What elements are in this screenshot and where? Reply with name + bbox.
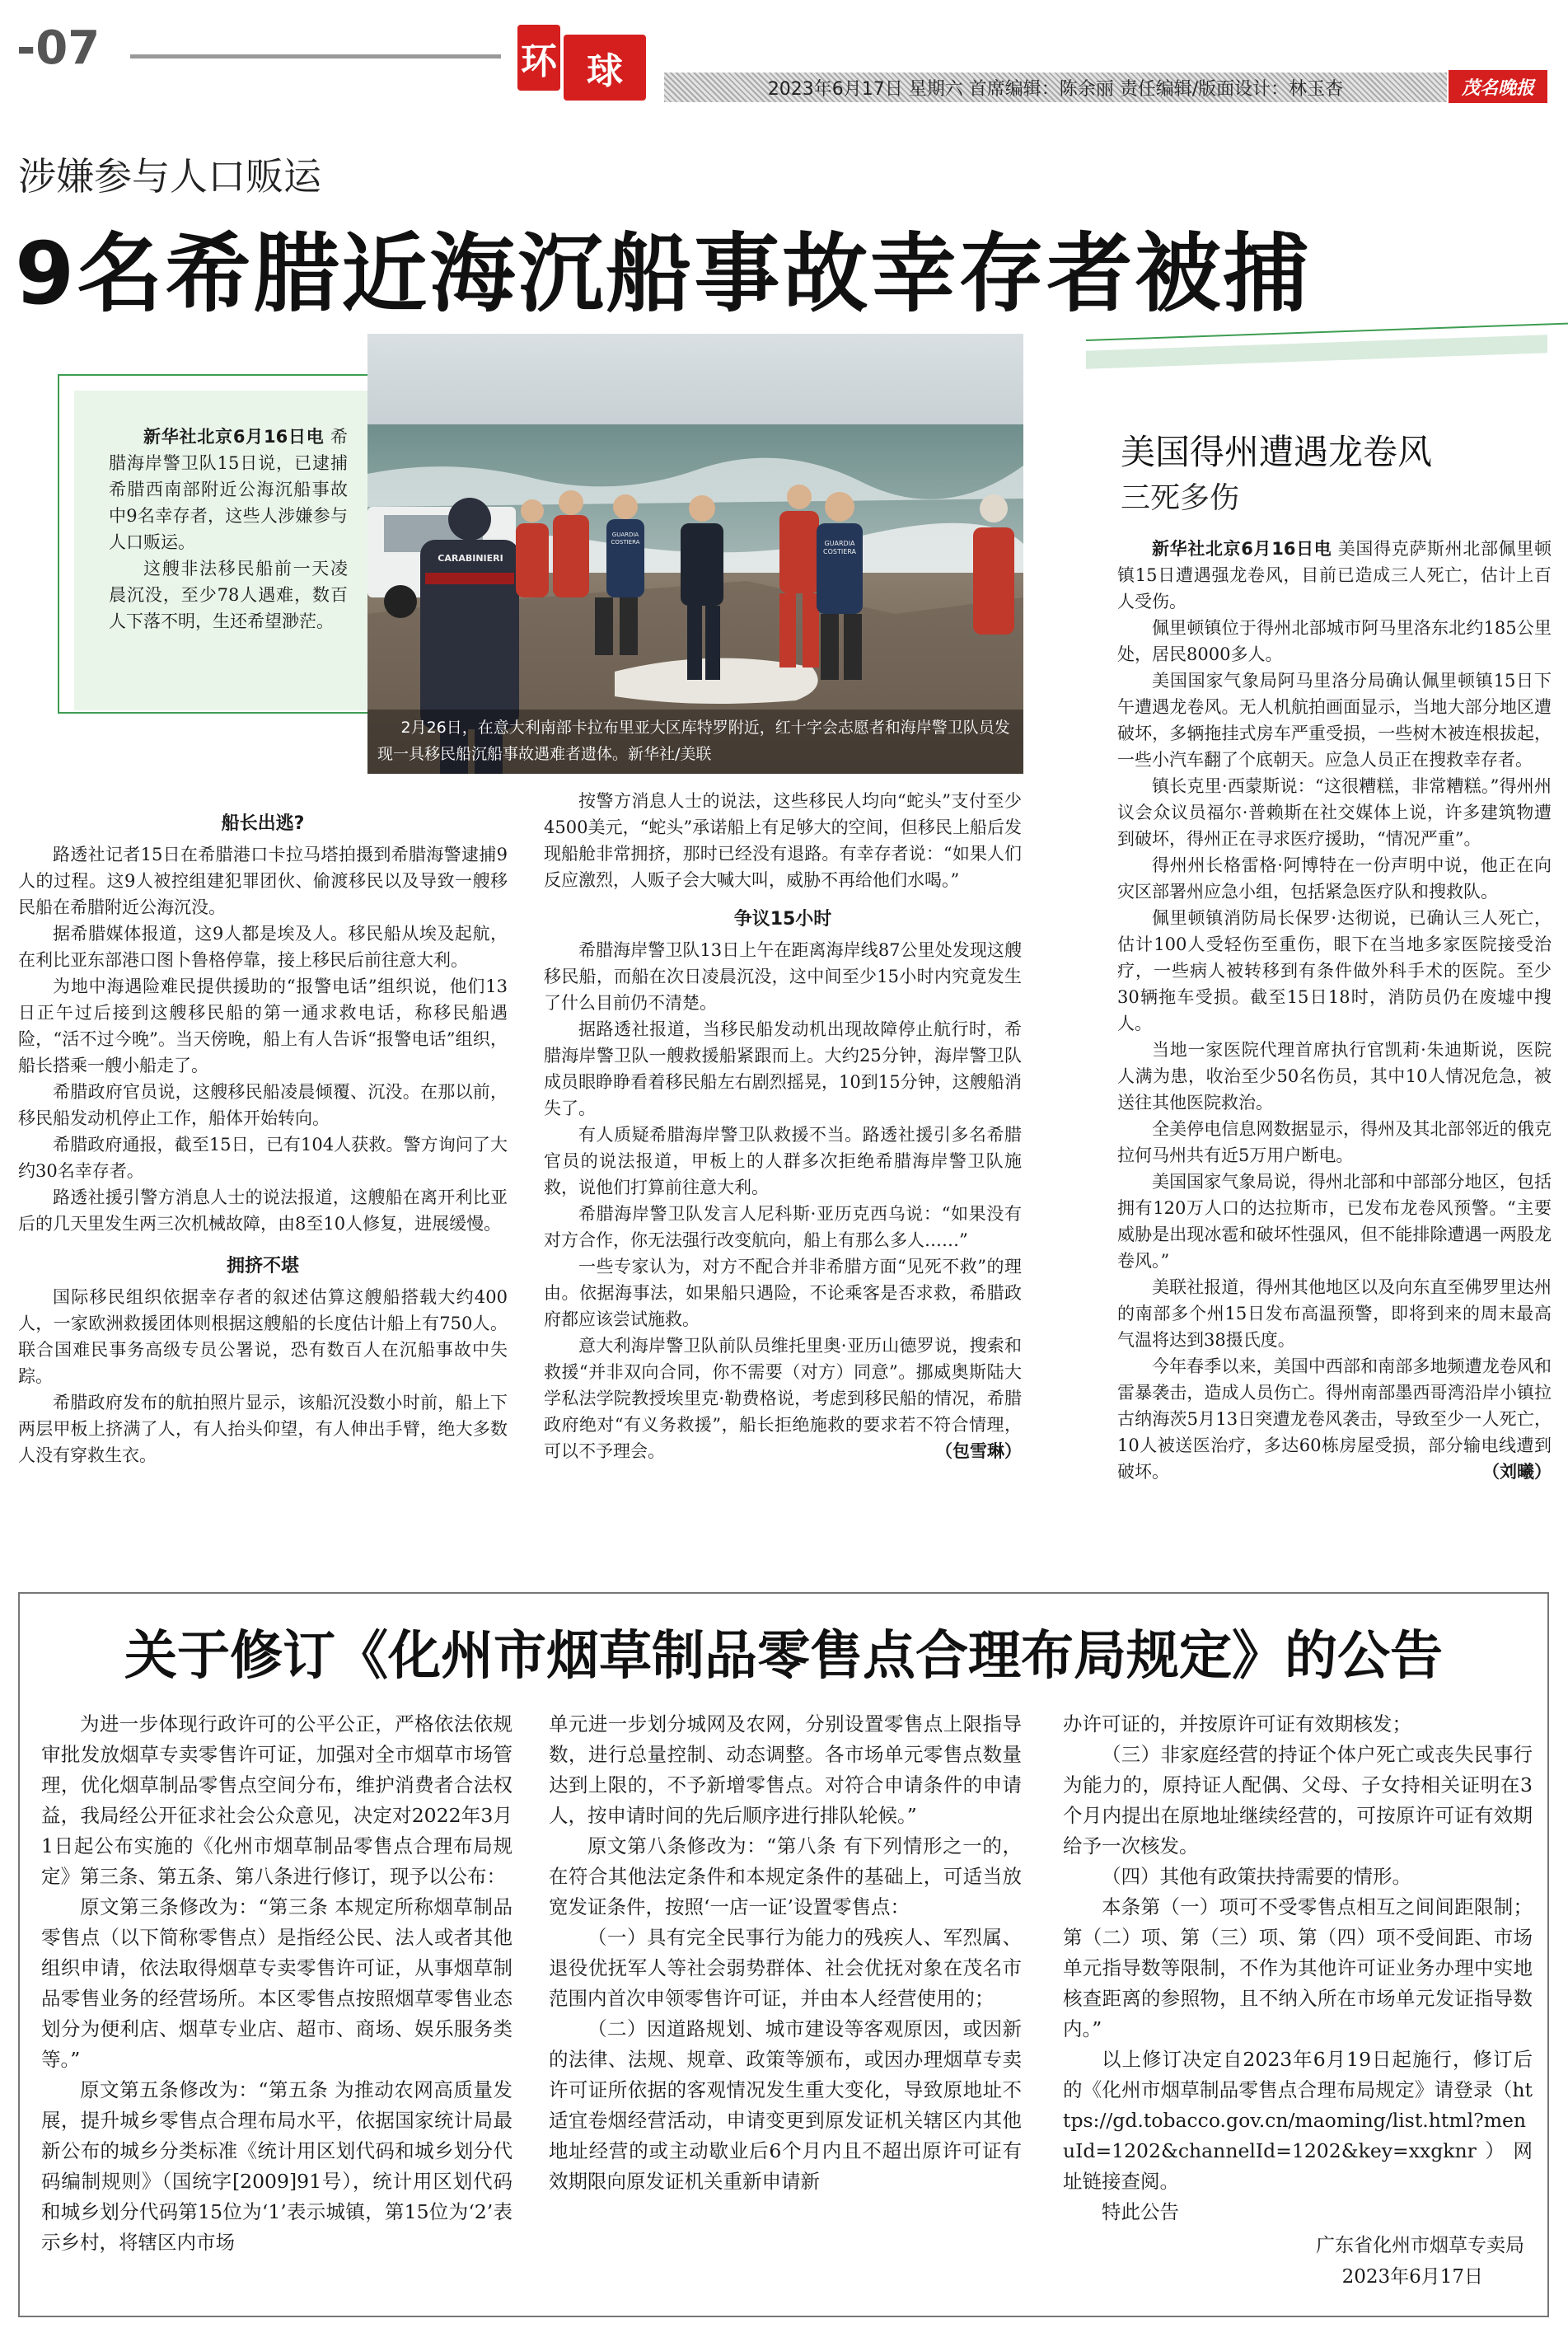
header-info: 2023年6月17日 星期六 首席编辑：陈余丽 责任编辑/版面设计：林玉杏: [767, 78, 1344, 100]
lead-dateline: 新华社北京6月16日电: [143, 427, 325, 447]
notice-para: 为进一步体现行政许可的公平公正，严格依法依规审批发放烟草专卖零售许可证，加强对全市烟草市场管理，优化烟草制品零售点空间分布，维护消费者合法权益，我局经公开征求社会公众意见，决定对2022年3月1日起公布实施的《化州市烟草制品零售点合理布局规定》第三条、第五条、第八条进行修订，现予以公布：: [41, 1712, 513, 1888]
photo-label-c: GUARDIA COSTIERA: [823, 540, 856, 555]
col1-para: 路透社援引警方消息人士的说法报道，这艘船在离开利比亚后的几天里发生两三次机械故障，由8至10人修复，进展缓慢。: [18, 1187, 508, 1234]
masthead-logo-text: 茂名晚报: [1461, 77, 1534, 99]
side-accent-bar: [1086, 335, 1547, 369]
notice-column-2: [549, 1709, 1022, 2197]
lead-para-1: 希腊海岸警卫队15日说，已逮捕希腊西南部附近公海沉船事故中9名幸存者，这些人涉嫌参与人口贩运。: [109, 427, 348, 552]
subhead-captain: 船长出逃?: [221, 813, 305, 834]
col2-para: 希腊海岸警卫队13日上午在距离海岸线87公里处发现这艘移民船，而船在次日凌晨沉没，这中间至少15小时内究竟发生了什么目前仍不清楚。: [544, 940, 1022, 1013]
notice-para: （二）因道路规划、城市建设等客观原因，或因新的法律、法规、规章、政策等颁布，或因办理烟草专卖许可证所依据的客观情况发生重大变化，导致原地址不适宜卷烟经营活动，申请变更到原发证机关辖区内其他地址经营的或主动歇业后6个月内且不超出原许可证有效期限向原发证机关重新申请新: [549, 2017, 1022, 2193]
photo-caption-text: 2月26日，在意大利南部卡拉布里亚大区库特罗附近，红十字会志愿者和海岸警卫队员发现一具移民船沉船事故遇难者遗体。新华社/美联: [377, 719, 1010, 763]
notice-title: 关于修订《化州市烟草制品零售点合理布局规定》的公告: [124, 1625, 1443, 1687]
notice-para: 以上修订决定自2023年6月19日起施行，修订后的《化州市烟草制品零售点合理布局规定》请登录（https://gd.tobacco.gov.cn/maoming/list.html?menuId=1202&channelId=1202&key=xxgknr）网址链接查阅。: [1063, 2048, 1533, 2193]
col2-para: 按警方消息人士的说法，这些移民人均向“蛇头”支付至少4500美元，“蛇头”承诺船上有足够大的空间，但移民上船后发现船舱非常拥挤，那时已经没有退路。有幸存者说：“如果人们反应激烈，人贩子会大喊大叫，威胁不再给他们水喝。”: [544, 791, 1022, 890]
notice-column-3: [1063, 1709, 1533, 2227]
lead-text: [109, 424, 348, 635]
col1-para: 希腊政府官员说，这艘移民船凌晨倾覆、沉没。在那以前，移民船发动机停止工作，船体开始转向。: [18, 1082, 508, 1128]
subhead-15-hours: 争议15小时: [733, 909, 832, 930]
col1-para: 为地中海遇险难民提供援助的“报警电话”组织说，他们13日正午过后接到这艘移民船的第一通求救电话，称移民船遇险，“活不过今晚”。当天傍晚，船上有人告诉“报警电话”组织，船长搭乘一艘小船走了。: [18, 977, 508, 1075]
notice-signature-org: 广东省化州市烟草专卖局: [1316, 2235, 1524, 2256]
side-para: 今年春季以来，美国中西部和南部多地频遭龙卷风和雷暴袭击，造成人员伤亡。得州南部墨西哥湾沿岸小镇拉古纳海茨5月13日突遭龙卷风袭击，导致至少一人死亡，10人被送医治疗，多达60栋房屋受损，部分输电线遭到破坏。: [1117, 1356, 1552, 1482]
notice-para: 原文第三条修改为：“第三条 本规定所称烟草制品零售点（以下简称零售点）是指经公民、法人或者其他组织申请，依法取得烟草专卖零售许可证，从事烟草制品零售业务的经营场所。本区零售点按照烟草零售业态划分为便利店、烟草专业店、超市、商场、娱乐服务类等。”: [41, 1895, 513, 2071]
col2-para: 意大利海岸警卫队前队员维托里奥·亚历山德罗说，搜索和救援“并非双向合同，你不需要（对方）同意”。挪威奥斯陆大学私法学院教授埃里克·勒费格说，考虑到移民船的情况，希腊政府绝对“有义务救援”，船长拒绝施救的要求若不符合情理，可以不予理会。: [544, 1336, 1022, 1461]
side-para: 美国国家气象局阿马里洛分局确认佩里顿镇15日下午遭遇龙卷风。无人机航拍画面显示，当地大部分地区遭破坏，多辆拖挂式房车严重受损，一些树木被连根拔起，一些小汽车翻了个底朝天。应急人员正在搜救幸存者。: [1117, 671, 1552, 770]
notice-signature-date: 2023年6月17日: [1341, 2266, 1483, 2288]
notice-column-1: [41, 1709, 513, 2258]
side-para: 镇长克里·西蒙斯说：“这很糟糕，非常糟糕。”得州州议会众议员福尔·普赖斯在社交媒体上说，许多建筑物遭到破坏，得州正在寻求医疗援助，“情况严重”。: [1117, 776, 1552, 849]
notice-para: 原文第八条修改为：“第八条 有下列情形之一的，在符合其他法定条件和本规定条件的基础上，可适当放宽发证条件，按照‘一店一证’设置零售点：: [549, 1834, 1022, 1918]
col1-para: 希腊政府通报，截至15日，已有104人获救。警方询问了大约30名幸存者。: [18, 1135, 508, 1181]
notice-para: （四）其他有政策扶持需要的情形。: [1102, 1865, 1411, 1888]
main-byline: （包雪琳）: [935, 1441, 1022, 1461]
page-number: -07: [16, 21, 101, 75]
lead-para-2: 这艘非法移民船前一天凌晨沉没，至少78人遇难，数百人下落不明，生还希望渺茫。: [109, 559, 348, 631]
article-headline: 9名希腊近海沉船事故幸存者被捕: [15, 223, 1312, 324]
section-char-b: 球: [587, 50, 623, 92]
section-char-a: 环: [521, 40, 557, 82]
side-dateline: 新华社北京6月16日电: [1152, 539, 1332, 559]
side-subtitle: 三死多伤: [1121, 481, 1240, 515]
notice-para: 本条第（一）项可不受零售点相互之间间距限制；第（二）项、第（三）项、第（四）项不受间距、市场单元指导数等限制，不作为其他许可证业务办理中实地核查距离的参照物，且不纳入所在市场单元发证指导数内。”: [1063, 1895, 1533, 2040]
col1-para: 国际移民组织依据幸存者的叙述估算这艘船搭载大约400人，一家欧洲救援团体则根据这艘船的长度估计船上有750人。联合国难民事务高级专员公署说，恐有数百人在沉船事故中失踪。: [18, 1287, 508, 1386]
side-byline: （刘曦）: [1482, 1462, 1552, 1482]
side-para: 得州州长格雷格·阿博特在一份声明中说，他正在向灾区部署州应急小组，包括紧急医疗队和搜救队。: [1117, 855, 1552, 902]
article-kicker: 涉嫌参与人口贩运: [18, 154, 321, 199]
side-para: 佩里顿镇位于得州北部城市阿马里洛东北约185公里处，居民8000多人。: [1117, 618, 1552, 664]
notice-para: 特此公告: [1102, 2200, 1179, 2223]
side-para: 佩里顿镇消防局长保罗·达彻说，已确认三人死亡，估计100人受轻伤至重伤，眼下在当地多家医院接受治疗，一些病人被转移到有条件做外科手术的医院。至少30辆拖车受损。截至15日18时，消防员仍在废墟中搜人。: [1117, 908, 1552, 1033]
main-column-2: [544, 788, 1022, 1463]
news-photo: [367, 334, 1023, 774]
col2-para: 有人质疑希腊海岸警卫队救援不当。路透社援引多名希腊官员的说法报道，甲板上的人群多次拒绝希腊海岸警卫队施救，说他们打算前往意大利。: [544, 1125, 1022, 1197]
photo-label-b: GUARDIA COSTIERA: [611, 532, 640, 546]
masthead-logo: [1449, 70, 1547, 103]
side-title: 美国得州遭遇龙卷风: [1121, 432, 1433, 472]
side-para: 当地一家医院代理首席执行官凯莉·朱迪斯说，医院人满为患，收治至少50名伤员，其中10人情况危急，被送往其他医院救治。: [1117, 1040, 1552, 1112]
notice-para: （一）具有完全民事行为能力的残疾人、军烈属、退役优抚军人等社会弱势群体、社会优抚对象在茂名市范围内首次申领零售许可证，并由本人经营使用的；: [549, 1926, 1022, 2010]
subhead-crowded: 拥挤不堪: [226, 1256, 299, 1276]
col1-para: 希腊政府发布的航拍照片显示，该船沉没数小时前，船上下两层甲板上挤满了人，有人抬头仰望，有人伸出手臂，绝大多数人没有穿救生衣。: [18, 1393, 508, 1465]
notice-para: 办许可证的，并按原许可证有效期核发；: [1063, 1712, 1411, 1735]
side-para: 美国国家气象局说，得州北部和中部部分地区，包括拥有120万人口的达拉斯市，已发布龙卷风预警。“主要威胁是出现冰雹和破坏性强风，但不能排除遭遇一两股龙卷风。”: [1117, 1172, 1552, 1271]
notice-para: （三）非家庭经营的持证个体户死亡或丧失民事行为能力的，原持证人配偶、父母、子女持相关证明在3个月内提出在原地址继续经营的，可按原许可证有效期给予一次核发。: [1063, 1743, 1533, 1857]
main-column-1: [18, 803, 508, 1468]
col2-para: 一些专家认为，对方不配合并非希腊方面“见死不救”的理由。依据海事法，如果船只遇险，不论乘客是否求救，希腊政府都应该尝试施救。: [544, 1257, 1022, 1329]
section-badge-a: [517, 25, 560, 91]
notice-para: 单元进一步划分城网及农网，分别设置零售点上限指导数，进行总量控制、动态调整。各市场单元零售点数量达到上限的，不予新增零售点。对符合申请条件的申请人，按申请时间的先后顺序进行排队轮候。”: [549, 1712, 1022, 1827]
section-badge-b: [564, 35, 646, 101]
side-para: 美联社报道，得州其他地区以及向东直至佛罗里达州的南部多个州15日发布高温预警，即将到来的周末最高气温将达到38摄氏度。: [1117, 1277, 1552, 1350]
side-para-1: 美国得克萨斯州北部佩里顿镇15日遭遇强龙卷风，目前已造成三人死亡，估计上百人受伤。: [1117, 539, 1552, 611]
side-column: [1117, 536, 1552, 1483]
col2-para: 据路透社报道，当移民船发动机出现故障停止航行时，希腊海岸警卫队一艘救援船紧跟而上。大约25分钟，海岸警卫队成员眼睁睁看着移民船左右剧烈摇晃，10到15分钟，这艘船消失了。: [544, 1019, 1022, 1118]
col2-para: 希腊海岸警卫队发言人尼科斯·亚历克西乌说：“如果没有对方合作，你无法强行改变航向，船上有那么多人……”: [544, 1204, 1022, 1250]
side-para: 全美停电信息网数据显示，得州及其北部邻近的俄克拉何马州共有近5万用户断电。: [1117, 1119, 1552, 1165]
col1-para: 路透社记者15日在希腊港口卡拉马塔拍摄到希腊海警逮捕9人的过程。这9人被控组建犯罪团伙、偷渡移民以及导致一艘移民船在希腊附近公海沉没。: [18, 845, 508, 917]
header-info-bar: [664, 73, 1447, 102]
photo-caption: [367, 710, 1023, 774]
photo-label-a: CARABINIERI: [438, 553, 503, 564]
col1-para: 据希腊媒体报道，这9人都是埃及人。移民船从埃及起航，在利比亚东部港口图卜鲁格停靠，接上移民后前往意大利。: [18, 924, 508, 970]
header-rule-left: [130, 54, 501, 59]
notice-para: 原文第五条修改为：“第五条 为推动农网高质量发展，提升城乡零售点合理布局水平，依据国家统计局最新公布的城乡分类标准《统计用区划代码和城乡划分代码编制规则》（国统字[2009]91号），统计用区划代码和城乡划分代码第15位为‘1’表示城镇，第15位为‘2’表示乡村，将辖区内市场: [41, 2078, 513, 2254]
